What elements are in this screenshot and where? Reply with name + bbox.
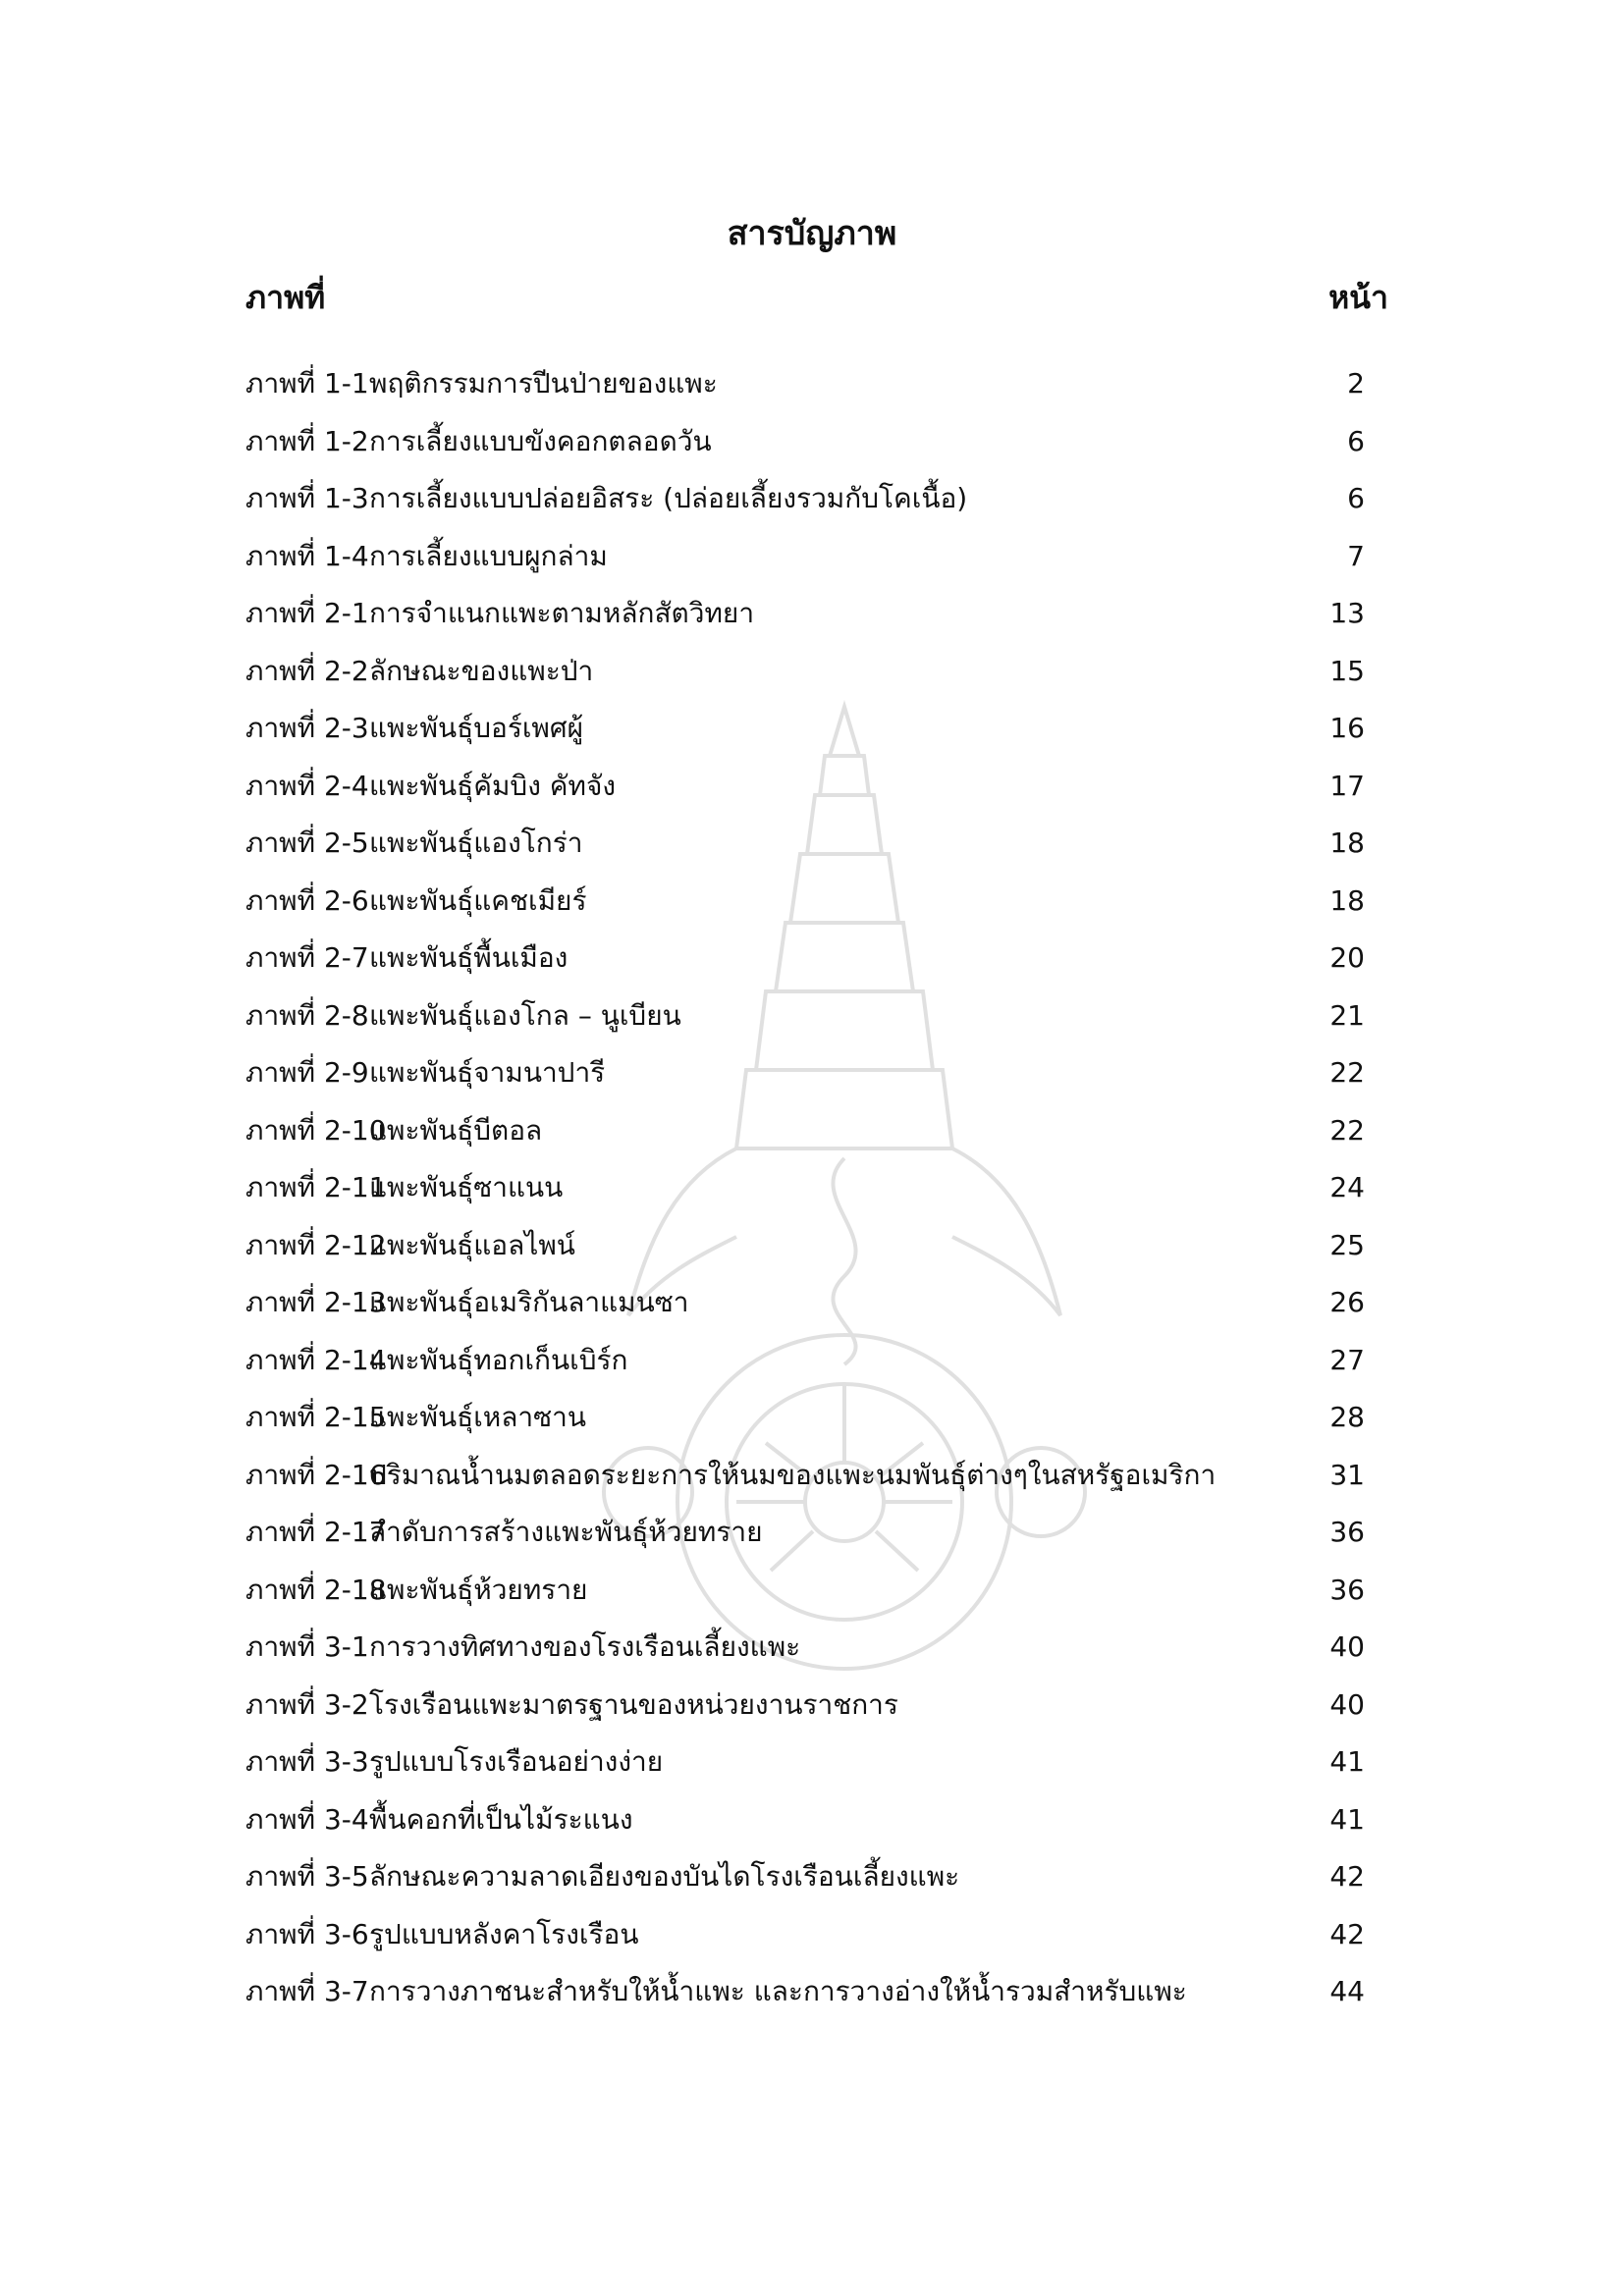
figure-title: พฤติกรรมการปีนป่ายของแพะ <box>369 367 718 400</box>
page-number: 36 <box>1329 1516 1365 1548</box>
figure-number: ภาพที่ 3-6 <box>245 1917 369 1950</box>
toc-entry[interactable] <box>245 704 1365 762</box>
page-number: 2 <box>1347 367 1365 400</box>
page-number: 41 <box>1329 1745 1365 1778</box>
figure-number: ภาพที่ 3-1 <box>245 1630 369 1663</box>
figure-number: ภาพที่ 3-5 <box>245 1860 369 1893</box>
page-number: 6 <box>1347 482 1365 514</box>
toc-entry[interactable] <box>245 1048 1365 1106</box>
figure-number: ภาพที่ 2-1 <box>245 597 369 629</box>
page-number: 42 <box>1329 1917 1365 1950</box>
figure-title: พื้นคอกที่เป็นไม้ระแนง <box>369 1802 633 1836</box>
toc-entry[interactable] <box>245 647 1365 705</box>
toc-entry[interactable] <box>245 1910 1365 1968</box>
toc-entry[interactable] <box>245 819 1365 877</box>
toc-entry[interactable] <box>245 1967 1365 2025</box>
figure-number: ภาพที่ 3-3 <box>245 1745 369 1778</box>
figure-title: แพะพันธุ์อเมริกันลาแมนซา <box>369 1286 689 1318</box>
page-number: 40 <box>1329 1687 1365 1721</box>
figure-number: ภาพที่ 2-3 <box>245 712 369 744</box>
figure-number: ภาพที่ 2-11 <box>245 1171 387 1203</box>
figure-title: รูปแบบโรงเรือนอย่างง่าย <box>369 1745 664 1778</box>
figure-number: ภาพที่ 2-8 <box>245 998 369 1032</box>
page-number: 17 <box>1329 769 1365 802</box>
toc-entry[interactable] <box>245 1278 1365 1336</box>
toc-entry[interactable] <box>245 991 1365 1049</box>
page-number: 25 <box>1329 1228 1365 1261</box>
figure-title: แพะพันธุ์บอร์เพศผู้ <box>369 712 584 744</box>
toc-entry[interactable] <box>245 762 1365 820</box>
figure-title: แพะพันธุ์ซาแนน <box>369 1171 564 1203</box>
page-number: 21 <box>1329 998 1365 1032</box>
page-number: 31 <box>1329 1458 1365 1491</box>
page-number: 7 <box>1347 539 1365 572</box>
figure-number: ภาพที่ 3-7 <box>245 1975 369 2007</box>
page-number: 22 <box>1329 1113 1365 1147</box>
page-number: 16 <box>1329 712 1365 744</box>
toc-entry[interactable] <box>245 1737 1365 1795</box>
figure-number: ภาพที่ 2-15 <box>245 1401 387 1433</box>
toc-entry[interactable] <box>245 1566 1365 1624</box>
page-number: 36 <box>1329 1573 1365 1606</box>
figure-number: ภาพที่ 2-7 <box>245 941 369 974</box>
figure-title: รูปแบบหลังคาโรงเรือน <box>369 1917 639 1950</box>
toc-entry[interactable] <box>245 417 1365 475</box>
figure-title: แพะพันธุ์แอลไพน์ <box>369 1228 575 1261</box>
figure-title: แพะพันธุ์บีตอล <box>369 1113 543 1147</box>
figure-title: ลำดับการสร้างแพะพันธุ์ห้วยทราย <box>369 1516 763 1548</box>
figure-number: ภาพที่ 2-12 <box>245 1228 387 1261</box>
figure-title: แพะพันธุ์แคชเมียร์ <box>369 883 587 917</box>
page-number: 44 <box>1329 1975 1365 2007</box>
figure-number: ภาพที่ 2-18 <box>245 1573 387 1606</box>
toc-entry[interactable] <box>245 1163 1365 1221</box>
page-number: 18 <box>1329 827 1365 859</box>
figure-number: ภาพที่ 2-9 <box>245 1056 369 1089</box>
toc-entry[interactable] <box>245 877 1365 934</box>
figure-number: ภาพที่ 2-14 <box>245 1343 387 1376</box>
figure-number: ภาพที่ 2-17 <box>245 1516 387 1548</box>
toc-entry[interactable] <box>245 532 1365 590</box>
toc-entry[interactable] <box>245 1508 1365 1566</box>
page-column-heading: หน้า <box>1328 279 1388 316</box>
figure-title: การเลี้ยงแบบปล่อยอิสระ (ปล่อยเลี้ยงรวมกับโคเนื้อ) <box>369 482 968 514</box>
figure-column-heading: ภาพที่ <box>245 279 326 316</box>
figure-title: การวางทิศทางของโรงเรือนเลี้ยงแพะ <box>369 1630 801 1663</box>
figure-number: ภาพที่ 2-13 <box>245 1286 387 1318</box>
figure-number: ภาพที่ 2-6 <box>245 883 369 917</box>
toc-entry[interactable] <box>245 1221 1365 1279</box>
figure-number: ภาพที่ 2-10 <box>245 1113 387 1147</box>
figure-title: ลักษณะของแพะป่า <box>369 654 594 687</box>
toc-entry[interactable] <box>245 359 1365 417</box>
toc-entry[interactable] <box>245 1623 1365 1681</box>
figure-title: ลักษณะความลาดเอียงของบันไดโรงเรือนเลี้ยงแพะ <box>369 1860 960 1893</box>
figure-title: แพะพันธุ์แองโกล – นูเบียน <box>369 998 681 1032</box>
page-number: 26 <box>1329 1286 1365 1318</box>
figure-number: ภาพที่ 1-1 <box>245 367 369 400</box>
toc-entry[interactable] <box>245 1795 1365 1853</box>
toc-entry[interactable] <box>245 474 1365 532</box>
figure-title: โรงเรือนแพะมาตรฐานของหน่วยงานราชการ <box>369 1687 898 1721</box>
figure-number: ภาพที่ 1-3 <box>245 482 369 514</box>
figure-number: ภาพที่ 1-4 <box>245 539 369 572</box>
page-number: 28 <box>1329 1401 1365 1433</box>
figure-number: ภาพที่ 2-5 <box>245 827 369 859</box>
figure-title: แพะพันธุ์จามนาปารี <box>369 1056 606 1089</box>
figure-title: การวางภาชนะสำหรับให้น้ำแพะ และการวางอ่างให้น้ำรวมสำหรับแพะ <box>369 1975 1187 2007</box>
figure-number: ภาพที่ 2-2 <box>245 654 369 687</box>
figure-title: แพะพันธุ์ห้วยทราย <box>369 1573 588 1606</box>
figure-number: ภาพที่ 3-4 <box>245 1802 369 1836</box>
figure-title: แพะพันธุ์เหลาซาน <box>369 1401 587 1433</box>
page-number: 27 <box>1329 1343 1365 1376</box>
toc-entry[interactable] <box>245 1336 1365 1394</box>
figure-number: ภาพที่ 3-2 <box>245 1687 369 1721</box>
page-number: 6 <box>1347 424 1365 457</box>
toc-entry[interactable] <box>245 1852 1365 1910</box>
toc-entry[interactable] <box>245 1393 1365 1451</box>
figure-number: ภาพที่ 2-16 <box>245 1458 387 1491</box>
figure-title: การเลี้ยงแบบขังคอกตลอดวัน <box>369 424 712 457</box>
page-number: 42 <box>1329 1860 1365 1893</box>
figure-title: แพะพันธุ์คัมบิง คัทจัง <box>369 769 617 802</box>
page-number: 20 <box>1329 941 1365 974</box>
figure-title: ปริมาณน้ำนมตลอดระยะการให้นมของแพะนมพันธุ์ต่างๆในสหรัฐอเมริกา <box>369 1458 1217 1491</box>
page-number: 40 <box>1329 1630 1365 1663</box>
figure-number: ภาพที่ 2-4 <box>245 769 369 802</box>
toc-entry[interactable] <box>245 934 1365 991</box>
figure-title: แพะพันธุ์ทอกเก็นเบิร์ก <box>369 1343 628 1376</box>
figure-title: การจำแนกแพะตามหลักสัตวิทยา <box>369 597 755 629</box>
page-number: 22 <box>1329 1056 1365 1089</box>
figure-title: แพะพันธุ์แองโกร่า <box>369 827 583 859</box>
figure-number: ภาพที่ 1-2 <box>245 424 369 457</box>
toc-entry[interactable] <box>245 1681 1365 1738</box>
figure-title: แพะพันธุ์พื้นเมือง <box>369 941 568 974</box>
page-number: 15 <box>1329 654 1365 687</box>
page-number: 24 <box>1329 1171 1365 1203</box>
figure-list <box>245 359 1365 2025</box>
page-number: 41 <box>1329 1802 1365 1836</box>
toc-entry[interactable] <box>245 1106 1365 1164</box>
figure-title: การเลี้ยงแบบผูกล่าม <box>369 539 608 572</box>
page-title: สารบัญภาพ <box>727 214 897 253</box>
page-number: 13 <box>1329 597 1365 629</box>
toc-entry[interactable] <box>245 589 1365 647</box>
toc-entry[interactable] <box>245 1451 1365 1509</box>
page-number: 18 <box>1329 883 1365 917</box>
